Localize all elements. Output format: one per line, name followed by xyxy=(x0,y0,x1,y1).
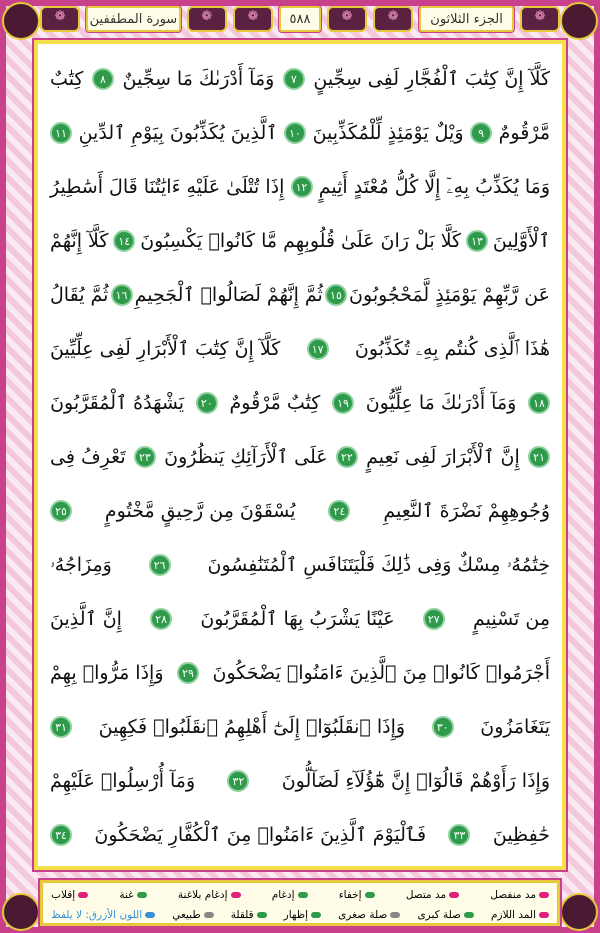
legend-item xyxy=(338,909,400,921)
legend-label: قلقلة xyxy=(230,909,254,921)
verse-text: فَٱلْيَوْمَ ٱلَّذِينَ ءَامَنُوا۟ مِنَ ٱلْكُفَّارِ يَضْحَكُونَ xyxy=(94,824,427,846)
ayah-number-marker: ٢٤ xyxy=(328,500,350,522)
text-line xyxy=(50,646,550,700)
verse-text: ثُمَّ إِنَّهُمْ لَصَالُوا۟ ٱلْجَحِيمِ xyxy=(134,284,323,306)
ayah-number-marker: ١٤ xyxy=(113,230,135,252)
quran-text xyxy=(40,48,560,864)
verse-text: هَٰذَا ٱلَّذِى كُنتُم بِهِۦ تُكَذِّبُونَ xyxy=(354,338,550,360)
legend-label: إخفاء xyxy=(338,889,362,901)
verse-text: ٱلْأَوَّلِينَ xyxy=(492,230,550,252)
verse-text: وَمَآ أُرْسِلُوا۟ عَلَيْهِمْ xyxy=(50,770,196,792)
text-line xyxy=(50,754,550,808)
color-swatch-icon xyxy=(231,892,241,898)
text-line xyxy=(50,322,550,376)
ayah-number-marker: ١٦ xyxy=(111,284,133,306)
ayah-number-marker: ٢٠ xyxy=(196,392,218,414)
ornament xyxy=(233,6,273,32)
verse-text: مَّرْقُومٌ xyxy=(498,122,550,144)
color-swatch-icon xyxy=(539,912,549,918)
verse-text: عَيْنًا يَشْرَبُ بِهَا ٱلْمُقَرَّبُونَ xyxy=(200,608,395,630)
legend-item xyxy=(339,889,375,901)
page-header xyxy=(40,4,560,34)
legend-label: مد منفصل xyxy=(490,889,536,901)
ayah-number-marker: ٧ xyxy=(283,68,305,90)
ayah-number-marker: ٢٣ xyxy=(134,446,156,468)
legend-item xyxy=(284,909,321,921)
color-swatch-icon xyxy=(298,892,308,898)
ayah-number-marker: ١٧ xyxy=(307,338,329,360)
verse-text: مِن تَسْنِيمٍ xyxy=(472,608,550,630)
text-line xyxy=(50,538,550,592)
verse-text: وَمَآ أَدْرَىٰكَ مَا سِجِّينٌ xyxy=(122,68,275,90)
text-line xyxy=(50,268,550,322)
color-swatch-icon xyxy=(311,912,321,918)
verse-text: ٱلَّذِينَ يُكَذِّبُونَ بِيَوْمِ ٱلدِّينِ xyxy=(78,122,278,144)
ayah-number-marker: ١٥ xyxy=(325,284,347,306)
legend-item xyxy=(51,889,88,901)
ornament xyxy=(327,6,367,32)
verse-text: كِتَٰبٌ مَّرْقُومٌ xyxy=(229,392,321,414)
verse-text: كِتَٰبٌ xyxy=(50,68,84,90)
verse-text: ثُمَّ يُقَالُ xyxy=(50,284,109,306)
text-line xyxy=(50,592,550,646)
ayah-number-marker: ٢٧ xyxy=(423,608,445,630)
verse-text: وُجُوهِهِمْ نَضْرَةَ ٱلنَّعِيمِ xyxy=(383,500,550,522)
legend-item xyxy=(178,889,241,901)
legend-label: إقلاب xyxy=(51,889,76,901)
verse-text: تَعْرِفُ فِى xyxy=(50,446,126,468)
verse-text: كَلَّآ إِنَّ كِتَٰبَ ٱلْأَبْرَارِ لَفِى عِلِّيِّينَ xyxy=(50,338,281,360)
text-line xyxy=(50,160,550,214)
color-swatch-icon xyxy=(464,912,474,918)
ayah-number-marker: ١١ xyxy=(50,122,72,144)
verse-text: خِتَٰمُهُۥ مِسْكٌ وَفِى ذَٰلِكَ فَلْيَتَنَافَسِ ٱلْمُتَنَٰفِسُونَ xyxy=(207,554,550,576)
color-swatch-icon xyxy=(449,892,459,898)
legend-label: مد متصل xyxy=(405,889,447,901)
ayah-number-marker: ٩ xyxy=(470,122,492,144)
ayah-number-marker: ١٢ xyxy=(291,176,313,198)
legend-item xyxy=(119,889,146,901)
legend-item xyxy=(491,909,549,921)
color-swatch-icon xyxy=(145,912,155,918)
text-line xyxy=(50,52,550,106)
ayah-number-marker: ٨ xyxy=(92,68,114,90)
verse-text: وَإِذَا ٱنقَلَبُوٓا۟ إِلَىٰٓ أَهْلِهِمُ ٱنقَلَبُوا۟ فَكِهِينَ xyxy=(98,716,406,738)
verse-text: وَيْلٌ يَوْمَئِذٍ لِّلْمُكَذِّبِينَ xyxy=(312,122,464,144)
verse-text: كَلَّآ إِنَّ كِتَٰبَ ٱلْفُجَّارِ لَفِى سِجِّينٍ xyxy=(313,68,550,90)
legend-item xyxy=(272,889,308,901)
verse-text: أَجْرَمُوا۟ كَانُوا۟ مِنَ ٱلَّذِينَ ءَامَنُوا۟ يَضْحَكُونَ xyxy=(212,662,550,684)
ayah-number-marker: ٢٨ xyxy=(150,608,172,630)
legend-item xyxy=(490,889,549,901)
ayah-number-marker: ٢٦ xyxy=(149,554,171,576)
ornament xyxy=(187,6,227,32)
ornament xyxy=(520,6,560,32)
verse-text: كَلَّآ إِنَّهُمْ xyxy=(50,230,109,252)
verse-text: حَٰفِظِينَ xyxy=(492,824,550,846)
color-swatch-icon xyxy=(78,892,88,898)
corner-ornament xyxy=(2,893,40,931)
verse-text: وَإِذَا رَأَوْهُمْ قَالُوٓا۟ إِنَّ هَٰٓؤُلَآءِ لَضَآلُّونَ xyxy=(281,770,550,792)
ayah-number-marker: ٣١ xyxy=(50,716,72,738)
ayah-number-marker: ١٨ xyxy=(528,392,550,414)
ayah-number-marker: ٢٢ xyxy=(336,446,358,468)
verse-text: كَلَّا بَلْ رَانَ عَلَىٰ قُلُوبِهِم مَّا كَانُوا۟ يَكْسِبُونَ xyxy=(140,230,462,252)
verse-text: إِنَّ ٱلَّذِينَ xyxy=(50,608,122,630)
color-swatch-icon xyxy=(204,912,214,918)
verse-text: وَإِذَا مَرُّوا۟ بِهِمْ xyxy=(50,662,164,684)
ornament xyxy=(373,6,413,32)
ayah-number-marker: ٣٠ xyxy=(432,716,454,738)
ayah-number-marker: ٣٣ xyxy=(448,824,470,846)
ayah-number-marker: ١٩ xyxy=(332,392,354,414)
text-line xyxy=(50,376,550,430)
juz-label: الجزء الثلاثون xyxy=(419,6,513,32)
ayah-number-marker: ١٠ xyxy=(284,122,306,144)
ayah-number-marker: ١٣ xyxy=(466,230,488,252)
legend-row xyxy=(51,905,549,925)
verse-text: يُسْقَوْنَ مِن رَّحِيقٍ مَّخْتُومٍ xyxy=(104,500,296,522)
corner-ornament xyxy=(2,2,40,40)
tajweed-legend xyxy=(40,880,560,926)
text-line xyxy=(50,106,550,160)
text-line xyxy=(50,484,550,538)
verse-text: إِنَّ ٱلْأَبْرَارَ لَفِى نَعِيمٍ xyxy=(366,446,520,468)
text-line xyxy=(50,808,550,862)
verse-text: إِذَا تُتْلَىٰ عَلَيْهِ ءَايَٰتُنَا قَالَ أَسَٰطِيرُ xyxy=(50,176,285,198)
verse-text: يَشْهَدُهُ ٱلْمُقَرَّبُونَ xyxy=(50,392,185,414)
verse-text: عَن رَّبِّهِمْ يَوْمَئِذٍ لَّمَحْجُوبُونَ xyxy=(349,284,550,306)
legend-label: إدغام xyxy=(271,889,295,901)
legend-item xyxy=(51,909,155,921)
legend-item xyxy=(231,909,267,921)
legend-label: إدغام بلاغنة xyxy=(177,889,228,901)
color-swatch-icon xyxy=(257,912,267,918)
surah-name: سورة المطففين xyxy=(86,6,180,32)
legend-row xyxy=(51,885,549,905)
corner-ornament xyxy=(560,893,598,931)
text-line xyxy=(50,430,550,484)
color-swatch-icon xyxy=(137,892,147,898)
verse-text: وَمِزَاجُهُۥ xyxy=(50,554,112,576)
color-swatch-icon xyxy=(365,892,375,898)
verse-text: عَلَى ٱلْأَرَآئِكِ يَنظُرُونَ xyxy=(164,446,328,468)
legend-item xyxy=(417,909,474,921)
legend-item xyxy=(172,909,214,921)
legend-label: طبيعي xyxy=(172,909,201,921)
page-number: ٥٨٨ xyxy=(279,6,321,32)
color-swatch-icon xyxy=(539,892,549,898)
legend-label: إظهار xyxy=(283,909,309,921)
color-swatch-icon xyxy=(390,912,400,918)
legend-item xyxy=(406,889,459,901)
legend-label: المد اللازم xyxy=(491,909,536,921)
legend-label: صلة صغرى xyxy=(338,909,388,921)
ayah-number-marker: ٣٢ xyxy=(227,770,249,792)
legend-label: اللون الأزرق: لا يلفظ xyxy=(51,909,143,921)
ayah-number-marker: ٢٩ xyxy=(177,662,199,684)
text-line xyxy=(50,214,550,268)
legend-label: صلة كبرى xyxy=(417,909,461,921)
ayah-number-marker: ٢٥ xyxy=(50,500,72,522)
ornament xyxy=(40,6,80,32)
ayah-number-marker: ٢١ xyxy=(528,446,550,468)
text-line xyxy=(50,700,550,754)
corner-ornament xyxy=(560,2,598,40)
verse-text: يَتَغَامَزُونَ xyxy=(480,716,550,738)
verse-text: وَمَا يُكَذِّبُ بِهِۦٓ إِلَّا كُلُّ مُعْتَدٍ أَثِيمٍ xyxy=(318,176,550,198)
ayah-number-marker: ٣٤ xyxy=(50,824,72,846)
verse-text: وَمَآ أَدْرَىٰكَ مَا عِلِّيُّونَ xyxy=(365,392,517,414)
legend-label: غنة xyxy=(119,889,134,901)
